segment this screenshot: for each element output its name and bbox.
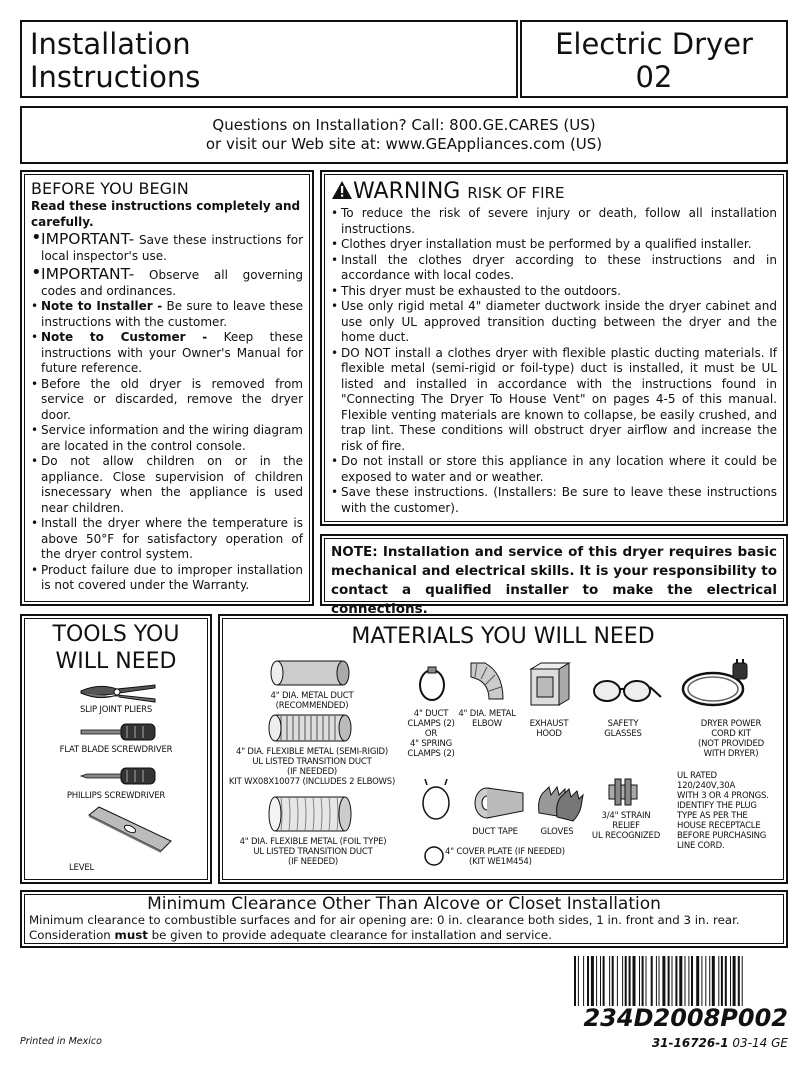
cord-rating-label bbox=[677, 771, 769, 851]
foil-duct-label bbox=[233, 837, 393, 867]
barcode-bar bbox=[651, 956, 653, 1006]
label-line: CLAMPS (2) bbox=[407, 749, 455, 759]
barcode-bar bbox=[691, 956, 693, 1006]
warning-list bbox=[331, 206, 777, 516]
duct-tape-icon bbox=[471, 785, 527, 821]
label-line: 4" DIA. METAL bbox=[458, 709, 516, 719]
glasses-label bbox=[593, 719, 653, 739]
warning-triangle-icon bbox=[331, 180, 353, 200]
barcode-bar bbox=[672, 956, 673, 1006]
document-number bbox=[652, 1036, 788, 1050]
label-line: (KIT WE1M454) bbox=[469, 857, 532, 867]
warning-section bbox=[324, 174, 784, 522]
title-box bbox=[20, 20, 518, 98]
clearance-line-1: Minimum clearance to combustible surfaces and for air opening are: 0 in. clearance both sides, 1 in. front and 3 in. rear. bbox=[29, 913, 740, 927]
questions-line-1: Questions on Installation? Call: 800.GE.CARES (US) bbox=[212, 116, 596, 134]
materials-section bbox=[222, 618, 784, 880]
barcode-bar bbox=[675, 956, 677, 1006]
strain-relief-label bbox=[591, 811, 661, 841]
phillips-screwdriver-icon bbox=[79, 765, 159, 787]
label-line: BEFORE PURCHASING bbox=[677, 831, 767, 841]
elbow-label bbox=[455, 709, 519, 729]
label-line: (NOT PROVIDED bbox=[697, 739, 764, 749]
label-line: 4" COVER PLATE (IF NEEDED) bbox=[445, 847, 565, 857]
barcode-bar bbox=[725, 956, 727, 1006]
barcode-bar bbox=[596, 956, 597, 1006]
product-box bbox=[520, 20, 788, 98]
label-line: WITH DRYER) bbox=[703, 749, 759, 759]
list-item: • DO NOT install a clothes dryer with flexible plastic ducting materials. If flexible metal (semi-rigid or foil-type) duct is installed, it must be UL listed and installed in accordance with the instructions found in "Connecting The Dryer To House Vent" on pages 4-5 of this manual. Flexible venting materials are known to collapse, be easily crushed, and trap lint. These conditions will obstruct dryer airflow and increase the risk of fire. bbox=[331, 346, 777, 455]
barcode-bar bbox=[646, 956, 647, 1006]
barcode-bar bbox=[639, 956, 640, 1006]
note-customer-text: Keep these instructions with your Owner's Manual for future reference. bbox=[41, 330, 303, 375]
label-line: (RECOMMENDED) bbox=[275, 701, 349, 711]
important-label: IMPORTANT- bbox=[41, 264, 135, 283]
doc-date: 03-14 GE bbox=[732, 1036, 788, 1050]
cord-kit-label bbox=[689, 719, 773, 759]
clearance-section bbox=[24, 894, 784, 944]
list-item: • This dryer must be exhausted to the outdoors. bbox=[331, 284, 777, 300]
barcode-bar bbox=[730, 956, 731, 1006]
label-line: 120/240V,30A bbox=[677, 781, 736, 791]
note-customer-label: Note to Customer - bbox=[41, 330, 208, 344]
barcode-bar bbox=[738, 956, 740, 1006]
barcode-bar bbox=[701, 956, 702, 1006]
label-line: DRYER POWER bbox=[700, 719, 762, 729]
barcode-bar bbox=[709, 956, 710, 1006]
before-list bbox=[31, 230, 303, 594]
tool-label: PHILLIPS SCREWDRIVER bbox=[66, 791, 166, 801]
label-line: KIT WX08X10077 (INCLUDES 2 ELBOWS) bbox=[228, 777, 396, 787]
label-line: 4" DIA. FLEXIBLE METAL (SEMI-RIGID) bbox=[236, 747, 388, 757]
duct-clamp-icon bbox=[417, 663, 447, 703]
list-item: • To reduce the risk of severe injury or death, follow all installation instructions. bbox=[331, 206, 777, 237]
exhaust-hood-icon bbox=[527, 659, 573, 711]
barcode-bar bbox=[718, 956, 719, 1006]
tool-label: LEVEL bbox=[69, 863, 95, 873]
warning-heading bbox=[331, 179, 777, 206]
label-line: WITH 3 OR 4 PRONGS. bbox=[677, 791, 769, 801]
label-line: UL LISTED TRANSITION DUCT bbox=[252, 757, 372, 767]
title-line-1: Installation bbox=[30, 27, 191, 61]
barcode-bar bbox=[603, 956, 605, 1006]
barcode-bar bbox=[612, 956, 614, 1006]
list-item: • Use only rigid metal 4" diameter ductwork inside the dryer cabinet and use only UL approved transition ducting between the dryer and the home duct. bbox=[331, 299, 777, 346]
gloves-icon bbox=[533, 783, 587, 823]
label-line: 4" SPRING bbox=[409, 739, 453, 749]
cover-plate-label bbox=[445, 847, 565, 867]
label-line: GLASSES bbox=[604, 729, 642, 739]
label-line: UL LISTED TRANSITION DUCT bbox=[253, 847, 373, 857]
cover-plate-icon bbox=[423, 845, 445, 867]
gloves-label: GLOVES bbox=[540, 827, 574, 837]
semi-rigid-duct-label bbox=[227, 747, 397, 787]
barcode-bar bbox=[587, 956, 589, 1006]
clearance-line-2 bbox=[29, 928, 779, 943]
list-item: • Before the old dryer is removed from service or discarded, remove the dryer door. bbox=[31, 377, 303, 424]
label-line: OR bbox=[424, 729, 438, 739]
elbow-icon bbox=[467, 659, 507, 703]
label-line: CORD KIT bbox=[711, 729, 751, 739]
rigid-duct-icon bbox=[269, 657, 351, 689]
tool-label: SLIP JOINT PLIERS bbox=[79, 705, 153, 715]
clearance-text: be given to provide adequate clearance for installation and service. bbox=[147, 928, 552, 942]
note-section bbox=[324, 538, 784, 617]
label-line: (IF NEEDED) bbox=[287, 857, 339, 867]
important-text: Observe all governing codes and ordinances. bbox=[41, 267, 303, 298]
label-line: 4" DIA. FLEXIBLE METAL (FOIL TYPE) bbox=[239, 837, 387, 847]
document-title bbox=[30, 28, 200, 94]
label-line: EXHAUST bbox=[529, 719, 569, 729]
list-item bbox=[31, 230, 303, 265]
important-text: Save these instructions for local inspector's use. bbox=[41, 233, 303, 263]
safety-glasses-icon bbox=[591, 675, 663, 705]
note-installer-label: Note to Installer - bbox=[41, 299, 163, 313]
tools-title-line-1: TOOLS YOU bbox=[52, 622, 180, 647]
barcode-bar bbox=[733, 956, 736, 1006]
clearance-text: Consideration bbox=[29, 928, 115, 942]
clamps-label bbox=[401, 709, 461, 759]
barcode-bar bbox=[583, 956, 584, 1006]
list-item bbox=[31, 265, 303, 300]
barcode-bar bbox=[656, 956, 657, 1006]
tools-section bbox=[24, 618, 208, 880]
label-line: TYPE AS PER THE bbox=[677, 811, 748, 821]
barcode-bar bbox=[591, 956, 594, 1006]
before-intro: Read these instructions completely and carefully. bbox=[31, 199, 301, 229]
materials-title: MATERIALS YOU WILL NEED bbox=[351, 624, 655, 649]
barcode-bar bbox=[574, 956, 576, 1006]
power-cord-icon bbox=[677, 659, 757, 711]
part-number: 234D2008P002 bbox=[583, 1004, 788, 1032]
list-item: • Install the clothes dryer according to these instructions and in accordance with local codes. bbox=[331, 253, 777, 284]
spring-clamp-icon bbox=[419, 779, 453, 823]
barcode-bar bbox=[685, 956, 686, 1006]
warning-title: WARNING bbox=[353, 179, 461, 204]
printed-in: Printed in Mexico bbox=[20, 1036, 102, 1047]
barcode-bar bbox=[578, 956, 579, 1006]
label-line: ELBOW bbox=[472, 719, 502, 729]
label-line: 3/4" STRAIN bbox=[601, 811, 651, 821]
note-installer-text: Be sure to leave these instructions with the customer. bbox=[41, 299, 303, 329]
barcode-bar bbox=[617, 956, 618, 1006]
note-text: NOTE: Installation and service of this dryer requires basic mechanical and electrical skills. It is your responsibility to contact a qualified installer to make the electrical connections. bbox=[331, 544, 777, 617]
barcode-bar bbox=[629, 956, 631, 1006]
barcode-bar bbox=[633, 956, 636, 1006]
label-line: HOUSE RECEPTACLE bbox=[677, 821, 761, 831]
list-item: • Do not allow children on or in the appliance. Close supervision of children isnecessary when the appliance is used near children. bbox=[31, 454, 303, 516]
warning-subtitle: RISK OF FIRE bbox=[467, 184, 565, 202]
label-line: SAFETY bbox=[607, 719, 639, 729]
tools-title-line-2: WILL NEED bbox=[55, 649, 177, 674]
barcode-bar bbox=[662, 956, 665, 1006]
barcode-bar bbox=[742, 956, 743, 1006]
barcode-bar bbox=[696, 956, 699, 1006]
rigid-duct-label bbox=[237, 691, 387, 711]
barcode-bar bbox=[609, 956, 610, 1006]
barcode-image bbox=[574, 956, 788, 1008]
label-line: (IF NEEDED) bbox=[286, 767, 338, 777]
product-line-2: 02 bbox=[635, 60, 673, 94]
important-label: IMPORTANT- bbox=[41, 230, 135, 248]
strain-relief-icon bbox=[605, 777, 641, 807]
barcode-bar bbox=[688, 956, 689, 1006]
label-line: UL RECOGNIZED bbox=[591, 831, 661, 841]
barcode-bar bbox=[679, 956, 682, 1006]
flat-screwdriver-icon bbox=[79, 721, 159, 743]
level-icon bbox=[85, 805, 175, 855]
barcode-bar bbox=[642, 956, 644, 1006]
pliers-icon bbox=[79, 679, 159, 705]
label-line: UL RATED bbox=[677, 771, 717, 781]
label-line: 4" DIA. METAL DUCT bbox=[270, 691, 354, 701]
barcode-bar bbox=[668, 956, 670, 1006]
list-item bbox=[31, 299, 303, 330]
clearance-body bbox=[29, 913, 779, 943]
product-line-1: Electric Dryer bbox=[555, 27, 753, 61]
clearance-title: Minimum Clearance Other Than Alcove or Closet Installation bbox=[147, 894, 661, 914]
label-line: CLAMPS (2) bbox=[407, 719, 455, 729]
list-item: • Do not install or store this appliance in any location where it could be exposed to water and or weather. bbox=[331, 454, 777, 485]
label-line: HOOD bbox=[536, 729, 562, 739]
product-title bbox=[522, 28, 786, 94]
label-line: RELIEF bbox=[612, 821, 640, 831]
list-item bbox=[31, 330, 303, 377]
label-line: 4" DUCT bbox=[413, 709, 449, 719]
doc-number: 31-16726-1 bbox=[651, 1036, 729, 1050]
list-item: • Product failure due to improper installation is not covered under the Warranty. bbox=[31, 563, 303, 594]
label-line: IDENTIFY THE PLUG bbox=[677, 801, 757, 811]
tools-title bbox=[25, 621, 207, 675]
barcode-bar bbox=[600, 956, 601, 1006]
list-item: • Clothes dryer installation must be performed by a qualified installer. bbox=[331, 237, 777, 253]
barcode-bar bbox=[705, 956, 706, 1006]
title-line-2: Instructions bbox=[30, 60, 201, 94]
semi-rigid-duct-icon bbox=[267, 711, 353, 745]
barcode-bar bbox=[712, 956, 715, 1006]
hood-label bbox=[519, 719, 579, 739]
list-item: • Install the dryer where the temperature is above 50°F for satisfactory operation of the dryer control system. bbox=[31, 516, 303, 563]
list-item: • Save these instructions. (Installers: Be sure to leave these instructions with the customer). bbox=[331, 485, 777, 516]
barcode-bar bbox=[622, 956, 623, 1006]
questions-box bbox=[20, 106, 788, 164]
barcode-bar bbox=[721, 956, 723, 1006]
duct-tape-label: DUCT TAPE bbox=[472, 827, 518, 837]
before-title: BEFORE YOU BEGIN bbox=[31, 179, 189, 198]
barcode-bar bbox=[625, 956, 627, 1006]
tool-label: FLAT BLADE SCREWDRIVER bbox=[59, 745, 173, 755]
foil-duct-icon bbox=[267, 793, 353, 835]
list-item: • Service information and the wiring diagram are located in the control console. bbox=[31, 423, 303, 454]
questions-line-2: or visit our Web site at: www.GEAppliances.com (US) bbox=[205, 135, 603, 153]
label-line: LINE CORD. bbox=[677, 841, 725, 851]
clearance-emphasis: must bbox=[114, 928, 148, 942]
before-you-begin-section bbox=[24, 174, 310, 602]
barcode-bar bbox=[659, 956, 660, 1006]
